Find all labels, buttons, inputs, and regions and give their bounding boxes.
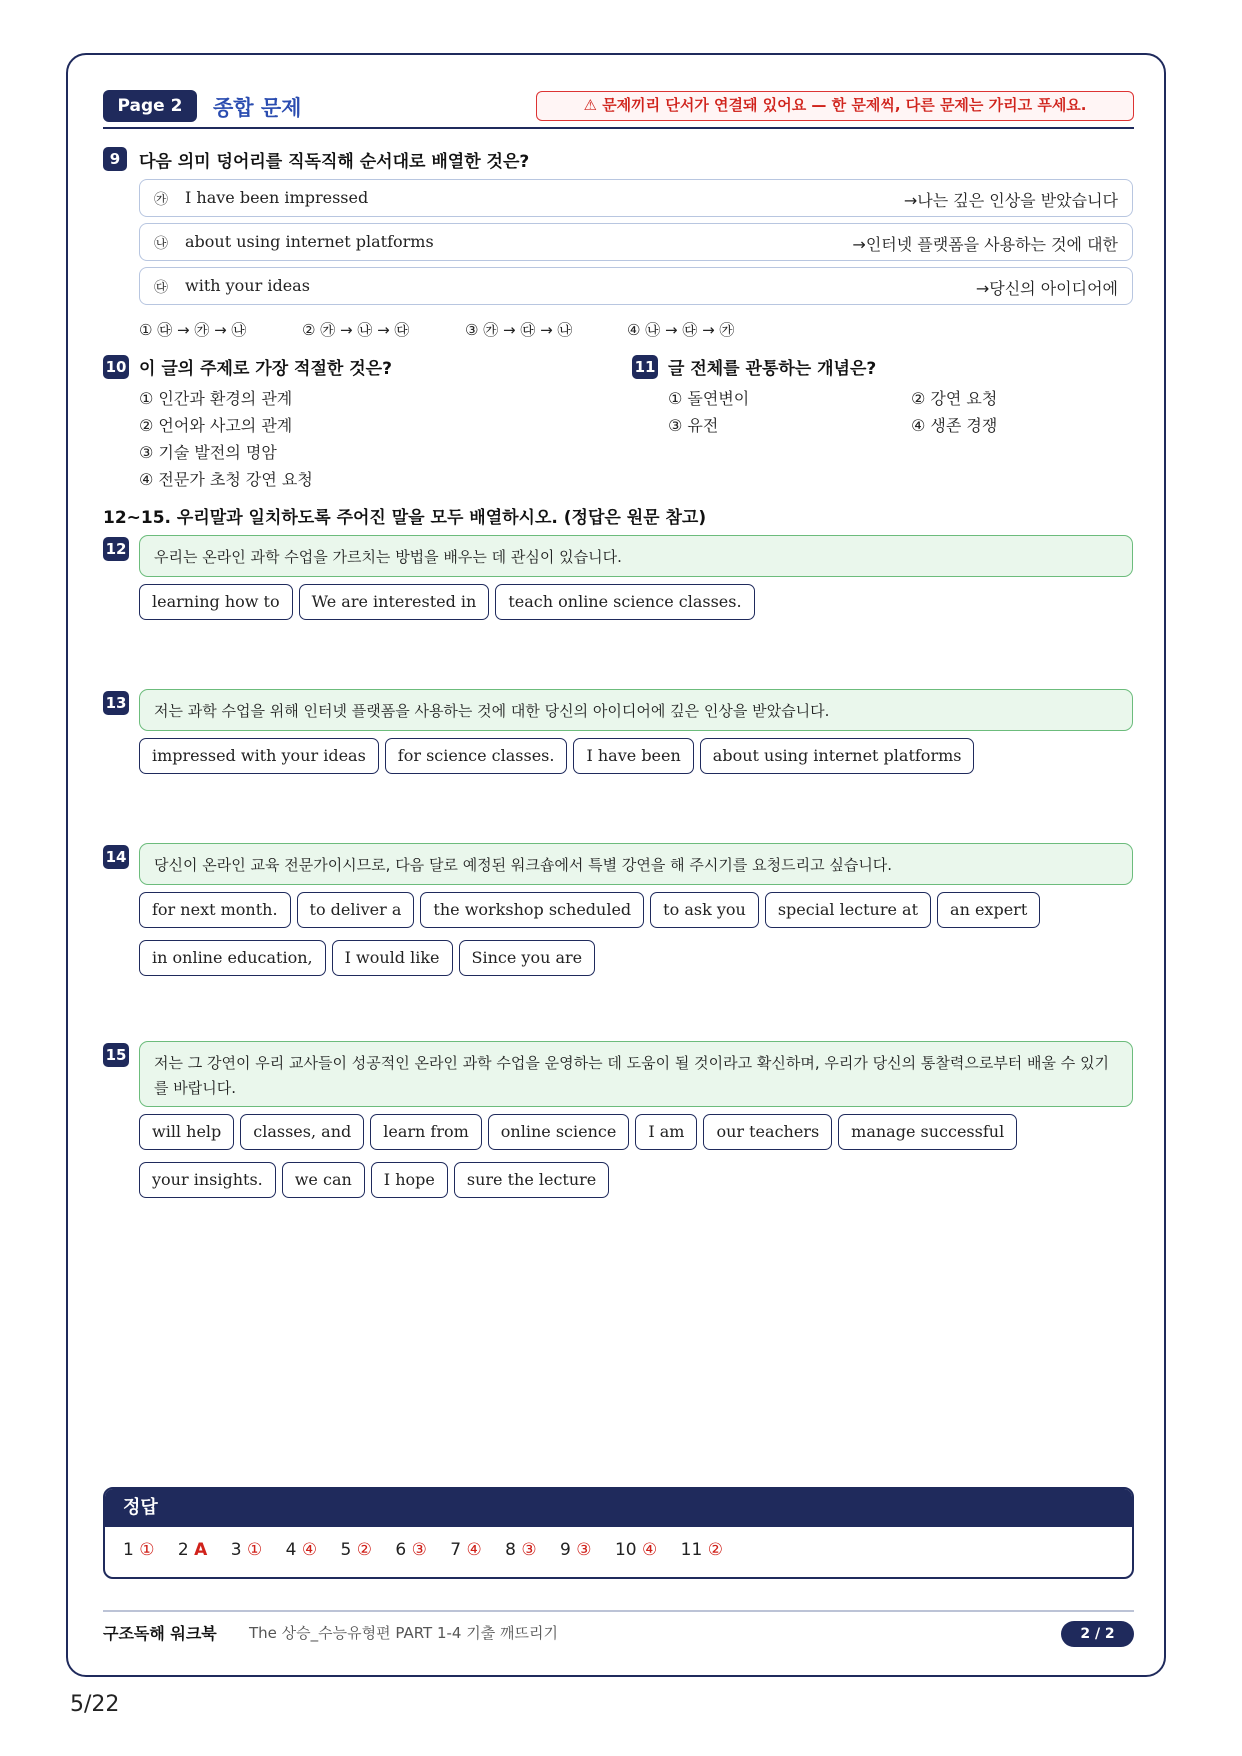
answer-value: ③ <box>411 1540 427 1560</box>
footer-page-badge: 2 / 2 <box>1061 1621 1134 1647</box>
answer-key-title: 정답 <box>105 1489 1132 1527</box>
word-chip[interactable]: in online education, <box>139 940 326 976</box>
q11-question: 글 전체를 관통하는 개념은? <box>668 359 877 379</box>
word-chip[interactable]: for science classes. <box>385 738 568 774</box>
q10-option[interactable]: ① 인간과 환경의 관계 <box>139 389 293 408</box>
q15-chip-bank <box>139 1114 1133 1198</box>
q9-question: 다음 의미 덩어리를 직독직해 순서대로 배열한 것은? <box>139 152 530 172</box>
chunk-mark: ㉯ <box>154 236 168 252</box>
word-chip[interactable]: learn from <box>370 1114 482 1150</box>
word-chip[interactable]: your insights. <box>139 1162 276 1198</box>
q10-question: 이 글의 주제로 가장 적절한 것은? <box>139 359 392 379</box>
word-chip[interactable]: We are interested in <box>299 584 490 620</box>
answer-item <box>681 1540 723 1560</box>
answer-key-box <box>103 1487 1134 1579</box>
answer-item <box>505 1540 536 1560</box>
q9-option[interactable]: ① ㉰ → ㉮ → ㉯ <box>139 321 247 339</box>
answer-value: ④ <box>466 1540 482 1560</box>
word-chip[interactable]: to deliver a <box>297 892 415 928</box>
document-page-counter: 5/22 <box>70 1692 120 1717</box>
answer-number: 10 <box>614 1540 637 1560</box>
word-chip[interactable]: about using internet platforms <box>700 738 975 774</box>
word-chip[interactable]: I am <box>635 1114 697 1150</box>
word-chip[interactable]: to ask you <box>650 892 759 928</box>
word-chip[interactable]: learning how to <box>139 584 293 620</box>
chunk-korean: →나는 깊은 인상을 받았습니다 <box>903 191 1118 210</box>
answer-number: 1 <box>123 1540 134 1560</box>
q14-korean-prompt: 당신이 온라인 교육 전문가이시므로, 다음 달로 예정된 워크숍에서 특별 강연을 해 주시기를 요청드리고 싶습니다. <box>139 843 1133 885</box>
answer-item <box>286 1540 317 1560</box>
answer-value: ④ <box>641 1540 658 1560</box>
word-chip[interactable]: an expert <box>937 892 1040 928</box>
q14-number: 14 <box>103 845 129 869</box>
q9-option[interactable]: ④ ㉯ → ㉰ → ㉮ <box>627 321 735 339</box>
word-chip[interactable]: for next month. <box>139 892 291 928</box>
q10-option[interactable]: ③ 기술 발전의 명암 <box>139 443 277 462</box>
answer-item <box>560 1540 591 1560</box>
q9-chunk <box>139 267 1133 305</box>
answer-number: 2 <box>177 1540 189 1560</box>
word-chip[interactable]: classes, and <box>240 1114 364 1150</box>
answer-value: ④ <box>301 1540 318 1560</box>
q10-number: 10 <box>103 355 129 379</box>
word-chip[interactable]: I hope <box>371 1162 448 1198</box>
warning-banner: ⚠ 문제끼리 단서가 연결돼 있어요 — 한 문제씩, 다른 문제는 가리고 푸세요. <box>536 91 1134 121</box>
chunk-mark: ㉰ <box>154 280 168 296</box>
footer-subtitle: The 상승_수능유형편 PART 1-4 기출 깨뜨리기 <box>249 1624 558 1642</box>
word-chip[interactable]: the workshop scheduled <box>420 892 644 928</box>
answer-value: ① <box>246 1540 263 1560</box>
answer-value: A <box>194 1540 208 1560</box>
word-chip[interactable]: sure the lecture <box>454 1162 609 1198</box>
answer-number: 3 <box>230 1540 242 1560</box>
word-chip[interactable]: will help <box>139 1114 234 1150</box>
q9-number: 9 <box>103 147 127 171</box>
answer-number: 5 <box>340 1540 352 1560</box>
q11-option[interactable]: ④ 생존 경쟁 <box>911 416 998 435</box>
chunk-mark: ㉮ <box>154 192 168 208</box>
word-chip[interactable]: manage successful <box>838 1114 1017 1150</box>
q9-chunk <box>139 223 1133 261</box>
q10-option[interactable]: ④ 전문가 초청 강연 요청 <box>139 470 313 489</box>
q9-chunk <box>139 179 1133 217</box>
footer-workbook-title: 구조독해 워크북 <box>103 1624 217 1643</box>
page-badge: Page 2 <box>103 90 197 122</box>
q12-chip-bank <box>139 584 1133 620</box>
answer-value: ③ <box>521 1540 537 1560</box>
answer-number: 4 <box>285 1540 297 1560</box>
q13-korean-prompt: 저는 과학 수업을 위해 인터넷 플랫폼을 사용하는 것에 대한 당신의 아이디어에 깊은 인상을 받았습니다. <box>139 689 1133 731</box>
q11-option[interactable]: ③ 유전 <box>668 416 719 435</box>
answer-value: ② <box>356 1540 372 1560</box>
chunk-english: with your ideas <box>185 276 310 295</box>
answer-value: ① <box>139 1540 155 1560</box>
word-chip[interactable]: I have been <box>573 738 693 774</box>
word-chip[interactable]: our teachers <box>703 1114 832 1150</box>
page-title: 종합 문제 <box>213 96 302 120</box>
answer-number: 8 <box>505 1540 516 1560</box>
header-divider <box>103 127 1134 129</box>
word-chip[interactable]: Since you are <box>459 940 596 976</box>
chunk-english: about using internet platforms <box>185 232 434 251</box>
section-instruction: 12~15. 우리말과 일치하도록 주어진 말을 모두 배열하시오. (정답은 원문 참고) <box>103 508 707 528</box>
q12-number: 12 <box>103 537 129 561</box>
chunk-korean: →당신의 아이디어에 <box>975 279 1118 298</box>
q13-number: 13 <box>103 691 129 715</box>
word-chip[interactable]: online science <box>488 1114 630 1150</box>
answer-item <box>395 1540 426 1560</box>
answer-item <box>178 1540 207 1560</box>
answer-number: 11 <box>680 1540 703 1560</box>
word-chip[interactable]: we can <box>282 1162 365 1198</box>
answer-key-row <box>105 1527 1132 1560</box>
q9-option[interactable]: ③ ㉮ → ㉰ → ㉯ <box>465 321 573 339</box>
footer-divider <box>103 1610 1134 1612</box>
word-chip[interactable]: special lecture at <box>765 892 931 928</box>
answer-item <box>231 1540 262 1560</box>
q9-option[interactable]: ② ㉮ → ㉯ → ㉰ <box>302 321 410 339</box>
answer-value: ② <box>707 1540 723 1560</box>
answer-item <box>123 1540 154 1560</box>
q11-option[interactable]: ② 강연 요청 <box>911 389 998 408</box>
q15-number: 15 <box>103 1043 129 1067</box>
chunk-english: I have been impressed <box>185 188 369 207</box>
answer-item <box>340 1540 371 1560</box>
q13-chip-bank <box>139 738 1133 774</box>
chunk-korean: →인터넷 플랫폼을 사용하는 것에 대한 <box>852 235 1118 254</box>
answer-item <box>450 1540 481 1560</box>
word-chip[interactable]: I would like <box>332 940 453 976</box>
q12-korean-prompt: 우리는 온라인 과학 수업을 가르치는 방법을 배우는 데 관심이 있습니다. <box>139 535 1133 577</box>
q11-number: 11 <box>632 355 658 379</box>
answer-item <box>615 1540 657 1560</box>
q11-option[interactable]: ① 돌연변이 <box>668 389 750 408</box>
q14-chip-bank <box>139 892 1133 976</box>
word-chip[interactable]: teach online science classes. <box>495 584 754 620</box>
answer-number: 9 <box>560 1540 571 1560</box>
answer-number: 7 <box>450 1540 462 1560</box>
q15-korean-prompt: 저는 그 강연이 우리 교사들이 성공적인 온라인 과학 수업을 운영하는 데 도움이 될 것이라고 확신하며, 우리가 당신의 통찰력으로부터 배울 수 있기를 바랍니다. <box>139 1041 1133 1107</box>
q10-option[interactable]: ② 언어와 사고의 관계 <box>139 416 293 435</box>
answer-value: ③ <box>576 1540 592 1560</box>
answer-number: 6 <box>395 1540 407 1560</box>
word-chip[interactable]: impressed with your ideas <box>139 738 379 774</box>
